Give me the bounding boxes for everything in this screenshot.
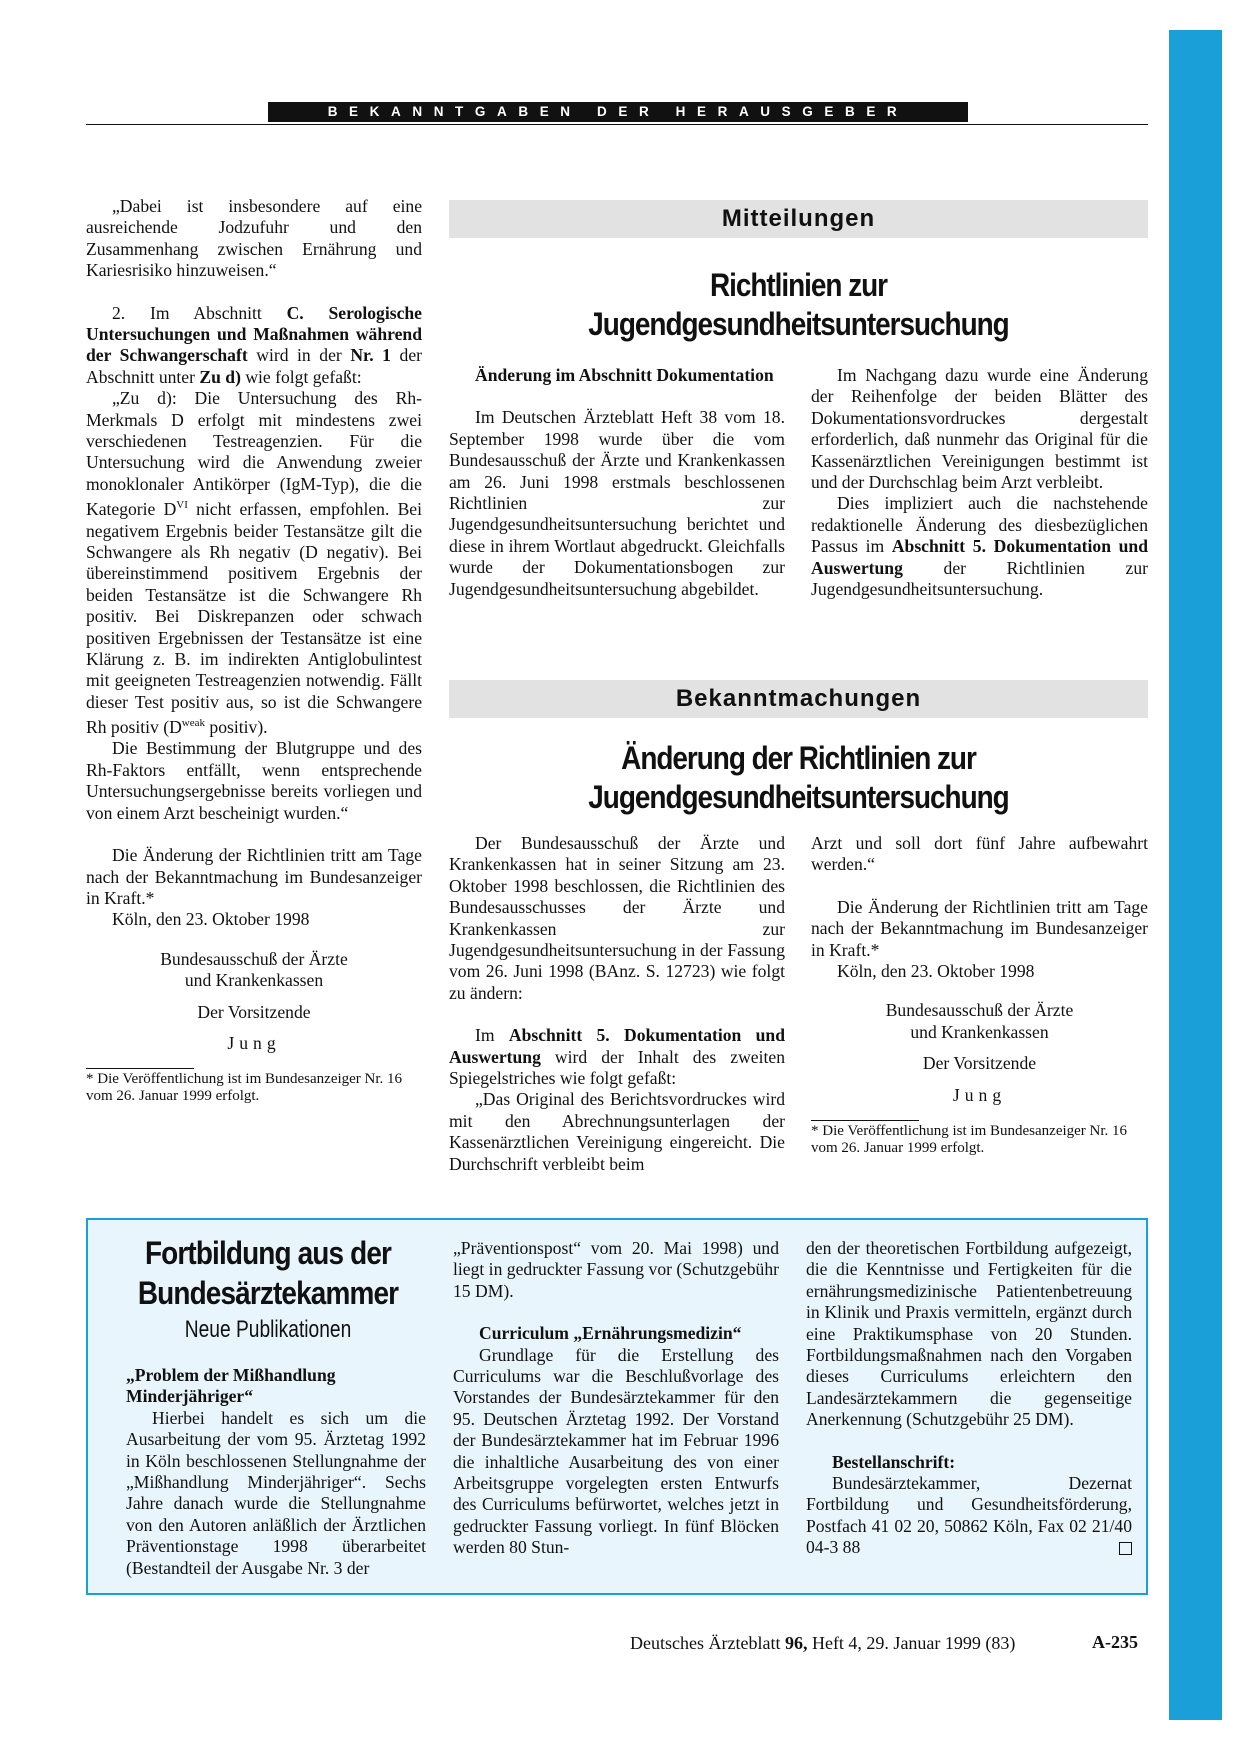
- page-number: A-235: [1092, 1632, 1138, 1652]
- bekanntmachungen-col2: [811, 833, 1148, 1157]
- mitteilungen-band: Mitteilungen: [449, 200, 1148, 238]
- mitteilungen-col2: [811, 365, 1148, 600]
- fortbildung-col2-paragraph-1: „Präventionspost“ vom 20. Mai 1998) und liegt in gedruckter Fassung vor (Schutzgebühr 15 DM).: [453, 1238, 779, 1301]
- bekanntmachungen-date: Köln, den 23. Oktober 1998: [837, 961, 1035, 982]
- fortbildung-col1-paragraph: Hierbei handelt es sich um die Ausarbeitung der vom 95. Ärztetag 1992 in Köln beschlossenen Stellungnahme der „Mißhandlung Minderjähriger“. Sechs Jahre danach wurde die Stellungnahme von den Autoren anläßlich der Ärztlichen Präventionstage 1998 überarbeitet (Bestandteil der Ausgabe Nr. 3 der: [126, 1407, 426, 1578]
- mitteilungen-col1: [449, 365, 785, 600]
- bekanntmachungen-col1-paragraph-3: „Das Original des Berichtsvordruckes wird mit den Abrechnungsunterlagen der Kassenärztlichen Vereinigung eingereicht. Die Durchschrift verbleibt beim: [449, 1089, 785, 1174]
- bekanntmachungen-signature: Bundesausschuß der Ärzte und Krankenkassen Der Vorsitzende Jung: [885, 1000, 1074, 1105]
- fortbildung-subtitle: Neue Publikationen: [184, 1316, 352, 1343]
- left-column: [86, 196, 422, 1105]
- fortbildung-col1: [126, 1365, 426, 1579]
- left-paragraph-3: „Zu d): Die Untersuchung des Rh-Merkmals D erfolgt mit mindestens zwei verschiedenen Testreagenzien. Für die Untersuchung wird die Anwendung zweier monoklonaler Antikörper (IgM-Typ), die die Kategorie $D^{VI}$ nicht erfassen, empfohlen. Bei negativem Ergebnis beider Testansätze gilt die Schwangere als Rh negativ (D negativ). Bei übereinstimmend positivem Ergebnis der beiden Testansätze ist die Schwangere Rh positiv. Bei Diskrepanzen oder schwach positiven Ergebnissen der Testansätze ist eine Klärung z. B. im indirekten Antiglobulintest mit geeigneten Testreagenzien notwendig. Fällt dieser Test positiv aus, so ist die Schwangere Rh positiv ($D^{weak}$ positiv).: [86, 388, 423, 738]
- left-signature: Bundesausschuß der Ärzte und Krankenkassen Der Vorsitzende Jung: [160, 948, 348, 1053]
- fortbildung-col3-paragraph-1: den der theoretischen Fortbildung aufgezeigt, die die Kenntnisse und Fertigkeiten für die ernährungsmedizinische Patientenbetreuung in Klinik und Praxis vermitteln, ergänzt durch eine Praktikumsphase von 20 Stunden. Fortbildungsmaßnahmen nach den Vorgaben dieses Curriculums erleichtern den Landesärztekammern die gegenseitige Anerkennung (Schutzgebühr 25 DM).: [806, 1238, 1132, 1430]
- left-paragraph-1: „Dabei ist insbesondere auf eine ausreichende Jodzufuhr und den Zusammenhang zwischen Ernährung und Kariesrisiko hinzuweisen.“: [86, 196, 422, 281]
- fortbildung-title-block: [100, 1233, 436, 1345]
- bekanntmachungen-band: Bekanntmachungen: [449, 680, 1148, 718]
- fortbildung-col3: [806, 1238, 1132, 1559]
- mitteilungen-headline: Richtlinien zur Jugendgesundheitsuntersuchung: [588, 267, 1009, 342]
- fortbildung-col2: [453, 1238, 779, 1559]
- fortbildung-subhead-3: Bestellanschrift:: [832, 1451, 956, 1472]
- left-date: Köln, den 23. Oktober 1998: [112, 909, 310, 930]
- bekanntmachungen-footnote: * Die Veröffentlichung ist im Bundesanzeiger Nr. 16 vom 26. Januar 1999 erfolgt.: [811, 1123, 1128, 1157]
- bekanntmachungen-col1-paragraph-2: Im Abschnitt 5. Dokumentation und Auswertung wird der Inhalt des zweiten Spiegelstriches wie folgt gefaßt:: [449, 1025, 786, 1089]
- fortbildung-col2-paragraph-2: Grundlage für die Erstellung des Curriculums war die Beschlußvorlage des Vorstandes der Bundesärztekammer für den 95. Deutschen Ärztetag 1992. Der Vorstand der Bundesärztekammer hat im Februar 1996 die inhaltliche Ausarbeitung des von einer Arbeitsgruppe vorgelegten ersten Entwurfs des Curriculums befürwortet, welches jetzt in gedruckter Fassung vorliegt. In fünf Blöcken werden 80 Stun-: [453, 1344, 779, 1558]
- mitteilungen-col2-paragraph-2: Dies impliziert auch die nachstehende redaktionelle Änderung des diesbezüglichen Passus im Abschnitt 5. Dokumentation und Auswertung der Richtlinien zur Jugendgesundheitsuntersuchung.: [811, 493, 1148, 600]
- mitteilungen-col1-paragraph: Im Deutschen Ärzteblatt Heft 38 vom 18. September 1998 wurde über die vom Bundesausschuß der Ärzte und Krankenkassen am 26. Juni 1998 erstmals beschlossenen Richtlinien zur Jugendgesundheitsuntersuchung berichtet und diese in ihrem Wortlaut abgedruckt. Gleichfalls wurde der Dokumentationsbogen zur Jugendgesundheitsuntersuchung abgebildet.: [449, 407, 785, 599]
- fortbildung-subhead-1: „Problem der Mißhandlung Minderjähriger“: [126, 1365, 336, 1407]
- left-paragraph-4: Die Bestimmung der Blutgruppe und des Rh-Faktors entfällt, wenn entsprechende Untersuchungsergebnisse bereits vorliegen und von einem Arzt bescheinigt wurden.“: [86, 738, 422, 823]
- fortbildung-subhead-2: Curriculum „Ernährungsmedizin“: [479, 1323, 742, 1344]
- header-rule: [86, 124, 1148, 125]
- fortbildung-col3-paragraph-2: Bundesärztekammer, Dezernat Fortbildung und Gesundheitsförderung, Postfach 41 02 20, 50862 Köln, Fax 02 21/40 04-3 88: [806, 1473, 1132, 1558]
- footer-citation: Deutsches Ärzteblatt 96, Heft 4, 29. Januar 1999 (83): [630, 1633, 1016, 1653]
- footnote-rule: [811, 1120, 919, 1121]
- mitteilungen-subhead: Änderung im Abschnitt Dokumentation: [475, 365, 774, 385]
- bekanntmachungen-headline: Änderung der Richtlinien zur Jugendgesundheitsuntersuchung: [588, 740, 1009, 815]
- left-paragraph-2: 2. Im Abschnitt C. Serologische Untersuchungen und Maßnahmen während der Schwangerschaft wird in der Nr. 1 der Abschnitt unter Zu d) wie folgt gefaßt:: [86, 302, 422, 387]
- end-of-article-square-icon: [1119, 1542, 1132, 1555]
- left-footnote: * Die Veröffentlichung ist im Bundesanzeiger Nr. 16 vom 26. Januar 1999 erfolgt.: [86, 1071, 403, 1105]
- bekanntmachungen-col2-paragraph-2: Die Änderung der Richtlinien tritt am Tage nach der Bekanntmachung im Bundesanzeiger in Kraft.*: [811, 896, 1148, 960]
- bekanntmachungen-col1-paragraph-1: Der Bundesausschuß der Ärzte und Krankenkassen hat in seiner Sitzung am 23. Oktober 1998 beschlossen, die Richtlinien des Bundesausschusses der Ärzte und Krankenkassen zur Jugendgesundheitsuntersuchung in der Fassung vom 26. Juni 1998 (BAnz. S. 12723) wie folgt zu ändern:: [449, 833, 785, 1003]
- side-color-bar: [1169, 30, 1222, 1720]
- section-banner: BEKANNTGABEN DER HERAUSGEBER: [268, 102, 968, 122]
- mitteilungen-col2-paragraph-1: Im Nachgang dazu wurde eine Änderung der Reihenfolge der beiden Blätter des Dokumentationsvordruckes dergestalt erforderlich, daß nunmehr das Original für die Kassenärztlichen Vereinigungen bestimmt ist und der Durchschlag beim Arzt verbleibt.: [811, 365, 1148, 493]
- bekanntmachungen-col1: [449, 833, 785, 1175]
- fortbildung-title: Fortbildung aus der Bundesärztekammer: [137, 1235, 399, 1311]
- left-paragraph-5: Die Änderung der Richtlinien tritt am Tage nach der Bekanntmachung im Bundesanzeiger in Kraft.*: [86, 845, 422, 908]
- footnote-rule: [86, 1068, 194, 1069]
- bekanntmachungen-col2-paragraph-1: Arzt und soll dort fünf Jahre aufbewahrt werden.“: [811, 833, 1148, 875]
